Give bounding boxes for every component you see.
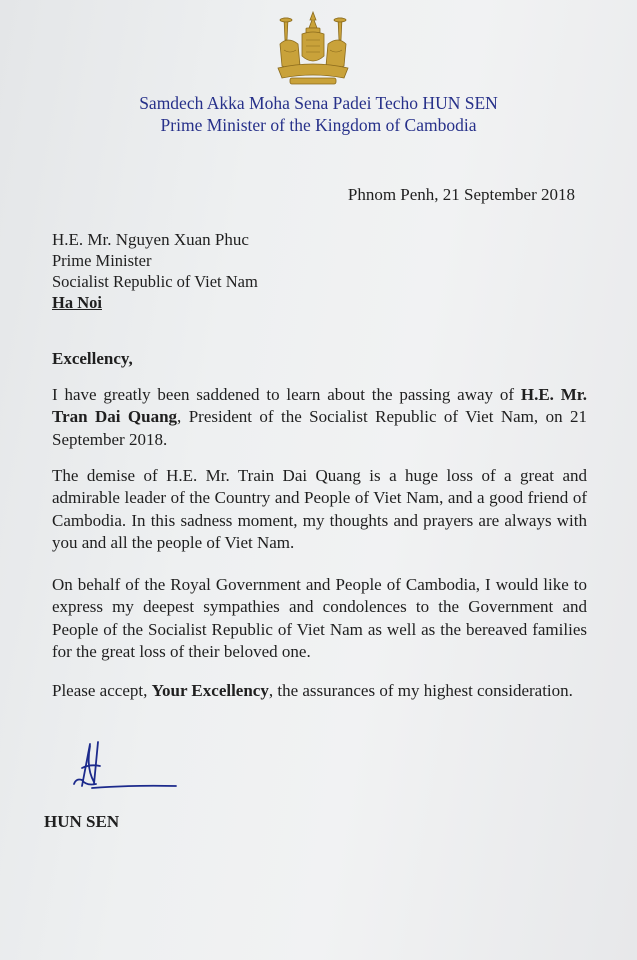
body-text: , the assurances of my highest consideration.	[268, 681, 573, 700]
signature-icon	[60, 738, 180, 798]
dateline: Phnom Penh, 21 September 2018	[347, 185, 575, 204]
recipient-country: Socialist Republic of Viet Nam	[52, 272, 258, 291]
sender-name: Samdech Akka Moha Sena Padei Techo HUN SEN	[139, 93, 498, 113]
body-paragraph-4	[52, 680, 587, 702]
body-paragraph-2: The demise of H.E. Mr. Train Dai Quang is a huge loss of a great and admirable leader of the Country and People of Viet Nam, and a good friend of Cambodia. In this sadness moment, my thoughts and prayers are always with you and all the people of Viet Nam.	[52, 466, 587, 553]
sender-title: Prime Minister of the Kingdom of Cambodia	[160, 115, 477, 135]
recipient-city: Ha Noi	[52, 293, 102, 312]
body-bold-text: Your Excellency	[151, 681, 269, 700]
body-bold-text: H.E. Mr. Tran Dai Quang	[52, 385, 588, 427]
body-text: I have greatly been saddened to learn about the passing away of	[52, 385, 521, 404]
signer-name: HUN SEN	[44, 812, 120, 831]
recipient-name: H.E. Mr. Nguyen Xuan Phuc	[52, 230, 249, 249]
body-text: Please accept,	[52, 681, 152, 700]
salutation: Excellency,	[52, 349, 133, 368]
body-paragraph-1	[52, 384, 587, 451]
royal-crest-icon	[270, 10, 356, 88]
body-paragraph-3: On behalf of the Royal Government and People of Cambodia, I would like to express my deepest sympathies and condolences to the Government and People of the Socialist Republic of Viet Nam as well as the bereaved families for the great loss of their beloved one.	[52, 575, 587, 662]
body-text: , President of the Socialist Republic of Viet Nam, on 21 September 2018.	[52, 407, 587, 449]
recipient-title: Prime Minister	[52, 251, 152, 270]
